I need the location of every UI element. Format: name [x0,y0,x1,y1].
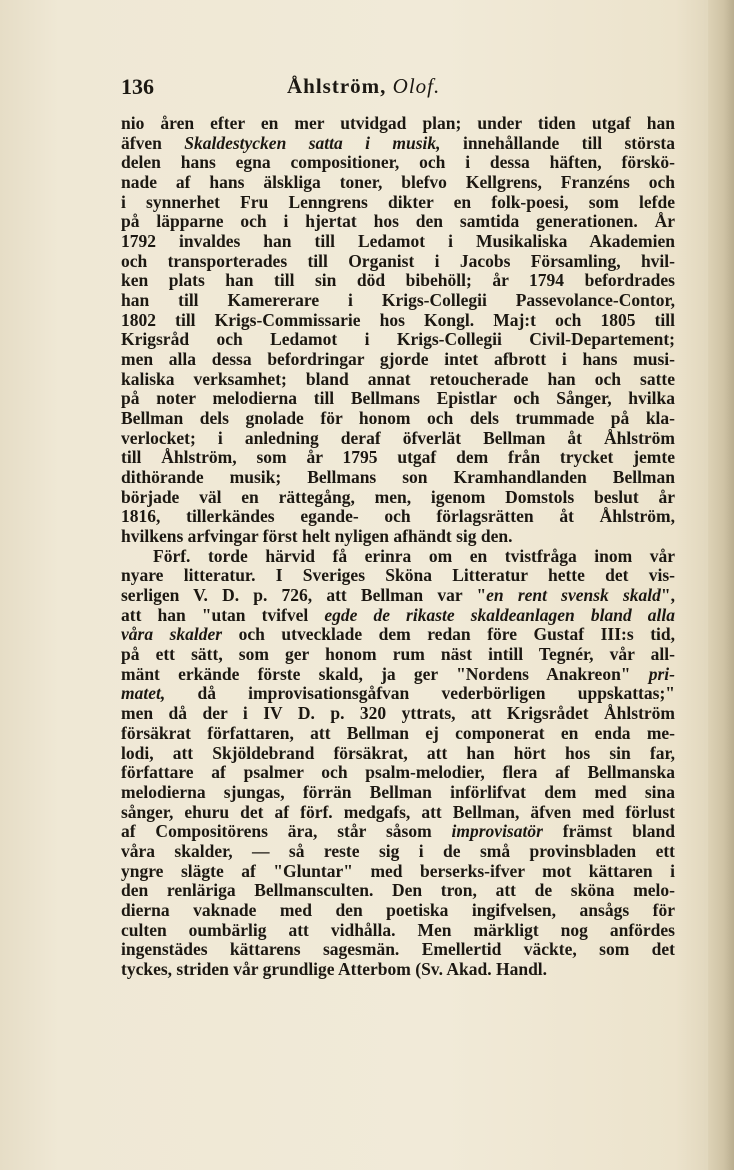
running-head [287,74,440,99]
text-segment: kaliska verksamhet; bland annat retoucherade han och satte [121,369,675,389]
text-segment: främst bland [542,822,675,842]
text-line [121,232,675,252]
text-line [121,625,675,645]
page-header [121,74,681,104]
text-line [121,763,675,783]
text-line [121,684,675,704]
text-line [121,783,675,803]
text-segment: men alla dessa befordringar gjorde intet afbrott i hans musi- [121,350,675,370]
text-segment: äfven [121,133,185,153]
italic-text: matet, [121,684,166,704]
text-segment: Krigsråd och Ledamot i Krigs-Collegii Civil-Departement; [121,330,675,350]
text-line [121,114,675,134]
text-segment: culten oumbärlig att vidhålla. Men märkligt nog anfördes [121,920,675,940]
paragraph [121,114,675,547]
text-line [121,822,675,842]
text-segment: mänt erkände förste skald, ja ger "Nordens Anakreon" [121,664,649,684]
text-segment: på noter melodierna till Bellmans Epistlar och Sånger, hvilka [121,389,675,409]
text-segment: på ett sätt, som ger honom rum näst intill Tegnér, vår all- [121,645,675,665]
text-segment: yngre slägte af "Gluntar" med berserks-ifver mot kättaren i [121,861,675,881]
text-line [121,665,675,685]
text-segment: började väl en rättegång, men, igenom Domstols beslut år [121,487,675,507]
text-line [121,389,675,409]
text-segment: då improvisationsgåfvan vederbörligen uppskattas;" [165,684,675,704]
text-line [121,409,675,429]
text-segment: den renläriga Bellmansculten. Den tron, att de sköna melo- [121,881,675,901]
text-line [121,704,675,724]
text-segment: och utvecklade dem redan före Gustaf III:s tid, [222,625,675,645]
italic-text: Skaldestycken satta i musik, [184,133,441,153]
text-segment: sånger, ehuru det af förf. medgafs, att Bellman, äfven med förlust [121,802,675,822]
text-segment: han till Kamererare i Krigs-Collegii Passevolance-Contor, [121,291,675,311]
italic-text: våra skalder [121,625,223,645]
running-head-name: Åhlström, [287,74,387,98]
text-line [121,212,675,232]
text-line [121,940,675,960]
italic-text: egde de rikaste skaldeanlagen bland alla [324,605,675,625]
page-edge-shadow [708,0,734,1170]
text-line [121,193,675,213]
text-line [121,468,675,488]
text-line [121,488,675,508]
text-segment: Bellman dels gnolade för honom och dels trummade på kla- [121,409,675,429]
text-segment: och transporterades till Organist i Jacobs Församling, hvil- [121,251,675,271]
text-line [121,330,675,350]
italic-text: pri- [648,664,675,684]
text-segment: ", [660,586,675,606]
italic-text: improvisatör [451,822,543,842]
text-segment: Förf. torde härvid få erinra om en tvistfråga inom vår [153,546,675,566]
text-line [121,252,675,272]
text-line [121,153,675,173]
text-segment: af Compositörens ära, står såsom [121,822,452,842]
text-line [121,271,675,291]
text-line [121,547,675,567]
text-line [121,429,675,449]
text-line [121,606,675,626]
text-line [121,645,675,665]
text-line [121,173,675,193]
italic-text: en rent svensk skald [486,586,661,606]
body-text [121,114,675,980]
text-line [121,311,675,331]
text-segment: författare af psalmer och psalm-melodier, flera af Bellmanska [121,763,675,783]
text-segment: i synnerhet Fru Lenngrens dikter en folk-poesi, som lefde [121,192,675,212]
text-line [121,370,675,390]
text-line [121,724,675,744]
text-segment: nio åren efter en mer utvidgad plan; under tiden utgaf han [121,114,675,133]
text-line [121,803,675,823]
text-segment: delen hans egna compositioner, och i dessa häften, förskö- [121,153,675,173]
text-segment: innehållande till största [440,133,675,153]
text-line [121,350,675,370]
text-segment: dithörande musik; Bellmans son Kramhandlanden Bellman [121,468,675,488]
text-line [121,842,675,862]
text-segment: nade af hans älskliga toner, blefvo Kellgrens, Franzéns och [121,173,675,193]
text-line [121,960,675,980]
text-segment: dierna vaknade med den poetiska ingifvelsen, ansågs för [121,900,675,920]
text-line [121,744,675,764]
paragraph [121,547,675,980]
text-segment: verlocket; i anledning deraf öfverlät Bellman åt Åhlström [121,428,675,448]
text-segment: på läpparne och i hjertat hos den samtida generationen. År [121,212,675,232]
text-segment: tyckes, striden vår grundlige Atterbom (Sv. Akad. Handl. [121,959,548,979]
text-line [121,527,675,547]
text-line [121,291,675,311]
text-segment: till Åhlström, som år 1795 utgaf dem från trycket jemte [121,448,675,468]
text-segment: nyare litteratur. I Sveriges Sköna Litteratur hette det vis- [121,566,675,586]
text-line [121,566,675,586]
text-segment: 1816, tillerkändes egande- och förlagsrätten åt Åhlström, [121,507,675,527]
text-line [121,586,675,606]
text-segment: hvilkens arfvingar först helt nyligen afhändt sig den. [121,527,513,547]
text-line [121,901,675,921]
text-segment: ken plats han till sin död bibehöll; år 1794 befordrades [121,271,675,291]
text-segment: serligen V. D. p. 726, att Bellman var " [121,586,487,606]
text-segment: våra skalder, — så reste sig i de små provinsbladen ett [121,841,675,861]
text-line [121,881,675,901]
text-line [121,448,675,468]
text-line [121,507,675,527]
text-segment: att han "utan tvifvel [121,605,325,625]
text-segment: lodi, att Skjöldebrand försäkrat, att han hört hos sin far, [121,743,675,763]
text-line [121,921,675,941]
text-segment: men då der i IV D. p. 320 yttrats, att Krigsrådet Åhlström [121,704,675,724]
running-head-forename: Olof. [392,74,441,98]
text-segment: försäkrat författaren, att Bellman ej componerat en enda me- [121,723,675,743]
page-number: 136 [121,74,154,99]
text-segment: melodierna sjungas, förrän Bellman införlifvat dem med sina [121,782,675,802]
text-segment: 1802 till Krigs-Commissarie hos Kongl. Maj:t och 1805 till [121,310,675,330]
text-segment: ingenstädes kättarens sagesmän. Emellertid väckte, som det [121,940,675,960]
text-segment: 1792 invaldes han till Ledamot i Musikaliska Akademien [121,232,675,252]
text-line [121,862,675,882]
text-line [121,134,675,154]
